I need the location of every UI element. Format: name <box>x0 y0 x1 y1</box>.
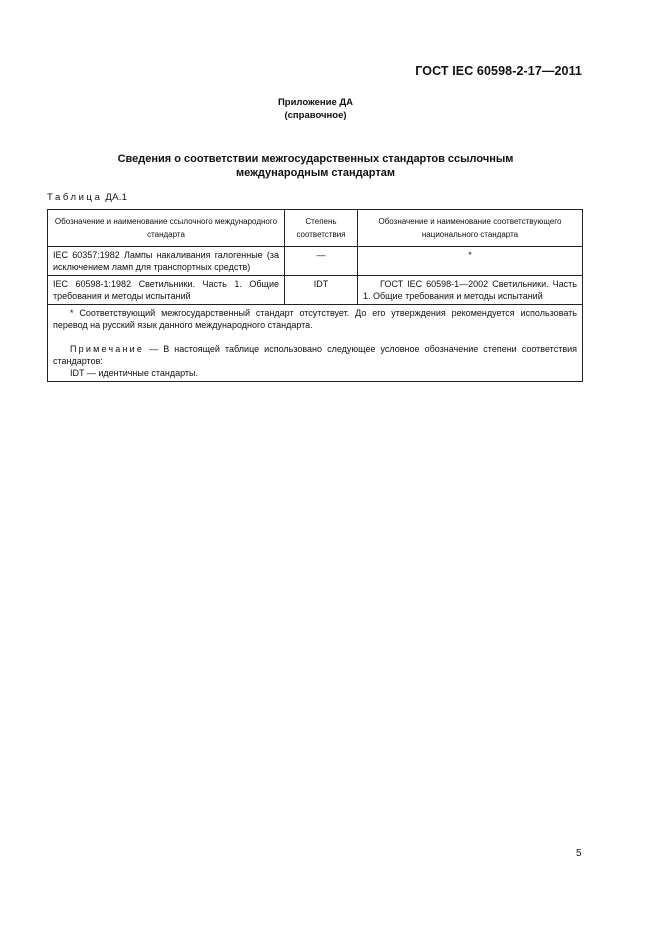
cell-international-standard: IEC 60357:1982 Лампы накаливания галогенные (за исключением ламп для транспортных средств) <box>48 247 285 276</box>
table-note <box>53 343 577 367</box>
table-row <box>48 276 583 305</box>
cell-national-standard: * <box>358 247 583 276</box>
table-caption-prefix: Таблица <box>47 192 103 203</box>
appendix-title: Приложение ДА <box>277 97 354 108</box>
correspondence-table <box>47 209 583 382</box>
cell-degree: — <box>285 247 358 276</box>
note-text: — В настоящей таблице использовано следующее условное обозначение степени соответствия стандартов: <box>53 344 577 366</box>
table-row <box>48 247 583 276</box>
table-caption-number: ДА.1 <box>105 192 128 203</box>
header-national-standard: Обозначение и наименование соответствующего национального стандарта <box>358 210 583 247</box>
header-degree: Степень соответствия <box>285 210 358 247</box>
appendix-heading <box>0 96 631 122</box>
table-header-row <box>48 210 583 247</box>
page-number: 5 <box>576 848 582 859</box>
note-label: Примечание <box>70 344 145 354</box>
cell-international-standard: IEC 60598-1:1982 Светильники. Часть 1. Общие требования и методы испытаний <box>48 276 285 305</box>
document-number: ГОСТ IEC 60598-2-17—2011 <box>415 64 582 78</box>
table-notes <box>48 305 583 382</box>
section-title-line2: международным стандартам <box>236 167 395 179</box>
appendix-subtitle: (справочное) <box>284 110 347 121</box>
cell-degree: IDT <box>285 276 358 305</box>
cell-national-standard: ГОСТ IEC 60598-1—2002 Светильники. Часть 1. Общие требования и методы испытаний <box>358 276 583 305</box>
table-caption <box>47 192 127 203</box>
table-notes-row <box>48 305 583 382</box>
section-title <box>0 152 631 180</box>
section-title-line1: Сведения о соответствии межгосударственных стандартов ссылочным <box>117 153 514 165</box>
note-item: IDT — идентичные стандарты. <box>70 368 199 378</box>
table-footnote: * Соответствующий межгосударственный стандарт отсутствует. До его утверждения рекомендуется использовать перевод на русский язык данного международного стандарта. <box>53 308 577 330</box>
header-international-standard: Обозначение и наименование ссылочного международного стандарта <box>48 210 285 247</box>
